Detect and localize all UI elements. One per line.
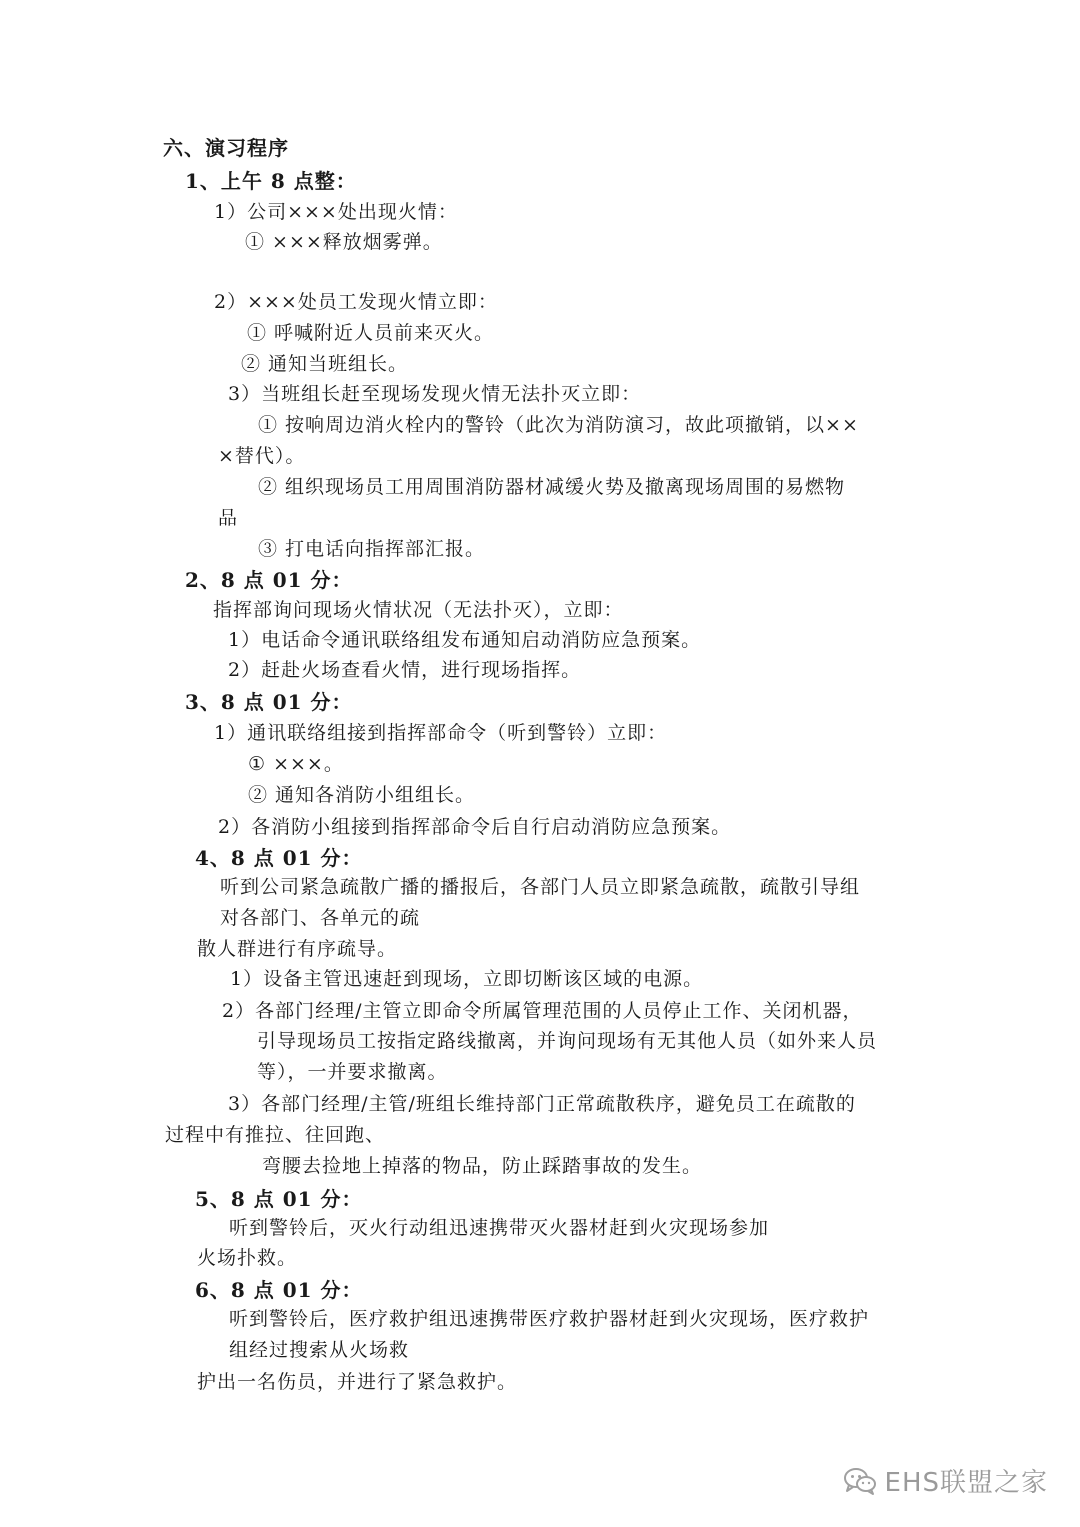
doc-line: 护出一名伤员，并进行了紧急救护。 [197, 1371, 518, 1393]
doc-line: 听到公司紧急疏散广播的播报后，各部门人员立即紧急疏散，疏散引导组 [220, 876, 861, 898]
section-heading: 六、演习程序 [163, 136, 289, 160]
doc-line: 1）公司×××处出现火情： [214, 201, 458, 223]
doc-line: ③ 打电话向指挥部汇报。 [258, 538, 486, 560]
doc-line: 听到警铃后，医疗救护组迅速携带医疗救护器材赶到火灾现场，医疗救护 [229, 1308, 870, 1330]
doc-line: 组经过搜索从火场救 [229, 1339, 410, 1361]
wechat-icon [843, 1466, 877, 1496]
doc-line: 对各部门、各单元的疏 [220, 907, 421, 929]
doc-line: 2）各消防小组接到指挥部命令后自行启动消防应急预案。 [218, 816, 732, 838]
step-heading: 1、上午 8 点整： [185, 169, 357, 193]
doc-line: 过程中有推拉、往回跑、 [165, 1124, 386, 1146]
doc-line: 1）设备主管迅速赶到现场，立即切断该区域的电源。 [230, 968, 704, 990]
doc-line: 1）电话命令通讯联络组发布通知启动消防应急预案。 [228, 629, 702, 651]
doc-line: ① ×××。 [248, 753, 344, 775]
step-heading: 6、8 点 01 分： [195, 1278, 363, 1302]
doc-line: 2）×××处员工发现火情立即： [214, 291, 498, 313]
doc-line: 3）当班组长赶至现场发现火情无法扑灭立即： [228, 383, 642, 405]
doc-line: 2）赶赴火场查看火情，进行现场指挥。 [228, 659, 582, 681]
doc-line: ② 通知各消防小组组长。 [248, 784, 476, 806]
doc-line: 指挥部询问现场火情状况（无法扑灭），立即： [213, 599, 624, 621]
step-heading: 3、8 点 01 分： [185, 690, 353, 714]
doc-line: ① 按响周边消火栓内的警铃（此次为消防演习，故此项撤销，以×× [258, 414, 859, 436]
doc-line: 2）各部门经理/主管立即命令所属管理范围的人员停止工作、关闭机器， [222, 1000, 863, 1022]
doc-line: ×替代）。 [218, 445, 306, 467]
doc-line: 3）各部门经理/主管/班组长维持部门正常疏散秩序，避免员工在疏散的 [228, 1093, 856, 1115]
doc-line: 1）通讯联络组接到指挥部命令（听到警铃）立即： [214, 722, 668, 744]
doc-line: 引导现场员工按指定路线撤离，并询问现场有无其他人员（如外来人员 [257, 1030, 878, 1052]
doc-line: 听到警铃后，灭火行动组迅速携带灭火器材赶到火灾现场参加 [229, 1217, 770, 1239]
doc-line: 火场扑救。 [197, 1247, 298, 1269]
doc-line: 等），一并要求撤离。 [257, 1061, 448, 1083]
doc-line: ① 呼喊附近人员前来灭火。 [247, 322, 495, 344]
doc-line: ② 组织现场员工用周围消防器材减缓火势及撤离现场周围的易燃物 [258, 476, 846, 498]
doc-line: 散人群进行有序疏导。 [197, 938, 398, 960]
doc-line: 品 [218, 507, 239, 529]
step-heading: 4、8 点 01 分： [195, 846, 363, 870]
step-heading: 2、8 点 01 分： [185, 568, 353, 592]
doc-line: ① ×××释放烟雾弹。 [245, 231, 443, 253]
step-heading: 5、8 点 01 分： [195, 1187, 363, 1211]
watermark [843, 1462, 1048, 1499]
doc-line: 弯腰去捡地上掉落的物品，防止踩踏事故的发生。 [262, 1155, 703, 1177]
watermark-text: EHS联盟之家 [884, 1468, 1048, 1498]
doc-line: ② 通知当班组长。 [241, 353, 409, 375]
